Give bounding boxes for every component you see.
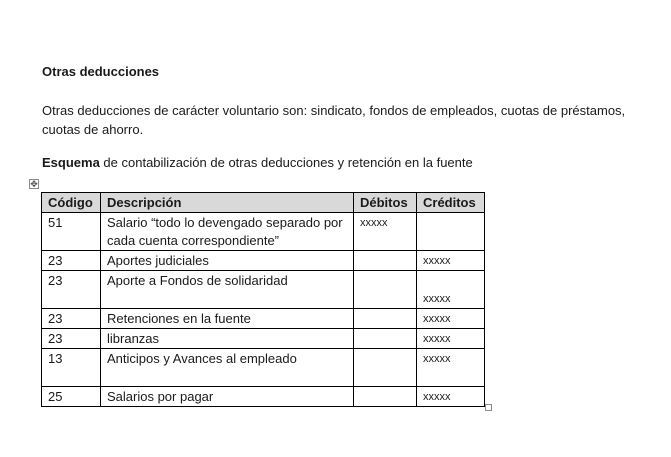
cell-debit xyxy=(354,349,417,387)
cell-code: 25 xyxy=(42,387,101,407)
table-row xyxy=(42,251,485,271)
cell-credit: xxxxx xyxy=(417,329,485,349)
cell-code: 23 xyxy=(42,271,101,309)
table-row xyxy=(42,349,485,387)
scheme-text: de contabilización de otras deducciones y retención en la fuente xyxy=(99,155,473,170)
cell-description: Salarios por pagar xyxy=(101,387,354,407)
intro-paragraph: Otras deducciones de carácter voluntario son: sindicato, fondos de empleados, cuotas de préstamos, cuotas de ahorro. xyxy=(42,103,626,137)
header-debits: Débitos xyxy=(354,193,417,213)
cell-credit: xxxxx xyxy=(417,309,485,329)
cell-credit: xxxxx xyxy=(417,251,485,271)
cell-description: Aportes judiciales xyxy=(101,251,354,271)
cell-code: 23 xyxy=(42,309,101,329)
cell-description: Anticipos y Avances al empleado xyxy=(101,349,354,387)
cell-credit: xxxxx xyxy=(417,349,485,387)
cell-credit xyxy=(417,213,485,251)
cell-debit xyxy=(354,387,417,407)
cell-code: 13 xyxy=(42,349,101,387)
header-description: Descripción xyxy=(101,193,354,213)
header-code: Código xyxy=(42,193,101,213)
cell-debit: xxxxx xyxy=(354,213,417,251)
cell-debit xyxy=(354,329,417,349)
cell-credit: xxxxx xyxy=(417,387,485,407)
table-move-handle-icon[interactable]: ✥ xyxy=(30,179,38,189)
cell-debit xyxy=(354,271,417,309)
cell-code: 23 xyxy=(42,329,101,349)
section-heading: Otras deducciones xyxy=(42,64,160,79)
scheme-bold-word: Esquema xyxy=(42,155,100,170)
cell-description: libranzas xyxy=(101,329,354,349)
cell-description: Aporte a Fondos de solidaridad xyxy=(101,271,354,309)
header-credits: Créditos xyxy=(417,193,485,213)
cell-description: Salario “todo lo devengado separado por cada cuenta correspondiente” xyxy=(101,213,354,251)
table-row xyxy=(42,309,485,329)
accounting-table xyxy=(41,192,485,407)
cell-debit xyxy=(354,309,417,329)
table-row xyxy=(42,213,485,251)
table-row xyxy=(42,387,485,407)
cell-code: 23 xyxy=(42,251,101,271)
cell-credit: xxxxx xyxy=(417,271,485,309)
table-row xyxy=(42,271,485,309)
cell-description: Retenciones en la fuente xyxy=(101,309,354,329)
scheme-line xyxy=(42,155,473,170)
table-row xyxy=(42,329,485,349)
cell-debit xyxy=(354,251,417,271)
table-header-row xyxy=(42,193,485,213)
table-resize-handle-icon[interactable] xyxy=(485,404,492,411)
cell-code: 51 xyxy=(42,213,101,251)
